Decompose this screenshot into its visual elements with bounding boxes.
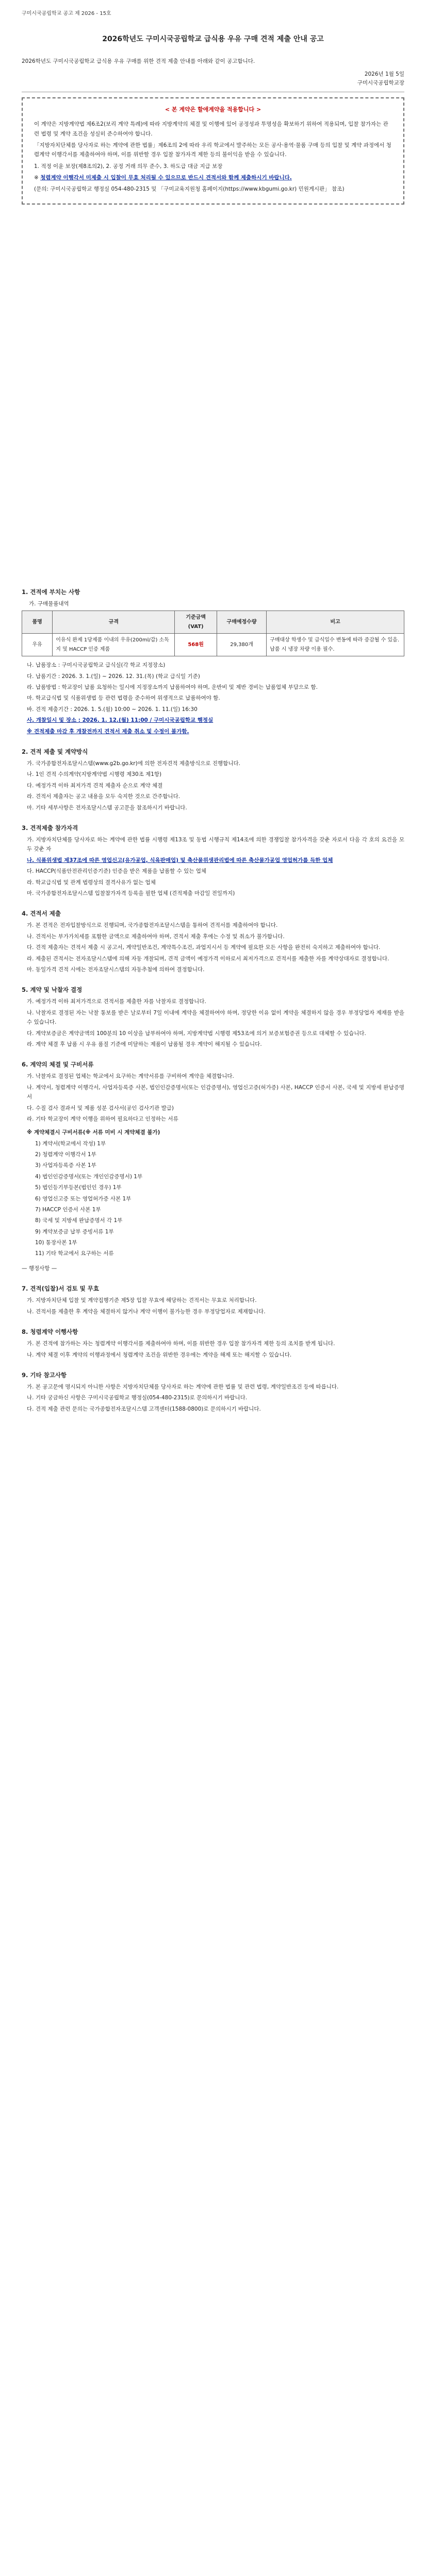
opening-date: ※ 견적제출 마감 후 개찰전까지 견적서 제출 취소 및 수정이 불가함. (27, 728, 189, 735)
notice-paragraph: 이 계약은 지방계약법 제6조2(보리 계약 특례)에 따라 지방계약의 체결 및 이행에 있어 공정성과 투명성을 확보하기 위하여 적용되며, 입찰 참가자는 관련 법령 및 계약 조건을 성실히 준수하여야 합니다. (34, 121, 388, 137)
section-item: 가. 낙찰자로 결정된 업체는 학교에서 요구하는 계약서류를 구비하여 계약을 체결합니다. (27, 1073, 234, 1080)
item-quantity: 29,380개 (217, 634, 266, 656)
section-item: 가. 본 공고문에 명시되지 아니한 사항은 지방자치단체를 당사자로 하는 계약에 관한 법률 및 관련 법령, 계약일반조건 등에 따릅니다. (27, 1384, 339, 1391)
section-item: 나. 낙찰자로 결정된 자는 낙찰 통보를 받은 날로부터 7일 이내에 계약을 체결하여야 하며, 정당한 이유 없이 계약을 체결하지 않을 경우 부정당업자 제재를 받을 수 있습니다. (27, 1009, 404, 1026)
required-docs-title: ※ 계약체결시 구비서류(※ 서류 미비 시 계약체결 불가) (27, 1129, 160, 1136)
announcement-date: 2026년 1월 5일 (364, 71, 404, 78)
subsection-title: 가. 구매물품내역 (29, 600, 69, 607)
section-item: 라. 납품방법 : 학교장이 납품 요청하는 일시에 지정장소까지 납품하여야 하며, 운반비 및 제반 경비는 납품업체 부담으로 함. (27, 684, 318, 691)
section-item: 나. 계약 체결 이후 계약의 이행과정에서 청렴계약 조건을 위반한 경우에는 계약을 해제 또는 해지할 수 있습니다. (27, 1351, 292, 1358)
qualification-emphasis: 나. 식품위생법 제37조에 따른 영업신고(유가공업, 식육판매업) 및 축산물위생관리법에 따른 축산물가공업 영업허가를 득한 업체 (27, 857, 333, 863)
section-item: 다. 납품기간 : 2026. 3. 1.(일) ~ 2026. 12. 31.(목) (학교 급식일 기준) (27, 673, 200, 680)
section-item: 나. 1인 견적 수의계약(지방계약법 시행령 제30조 제1항) (27, 771, 162, 778)
section-title-2: 2. 견적 제출 및 계약방식 (22, 748, 88, 755)
section-item: 가. 예정가격 이하 최저가격으로 견적서를 제출한 자를 낙찰자로 결정합니다. (27, 998, 206, 1005)
section-item: 라. 계약 체결 후 납품 시 우유 품질 기준에 미달하는 제품이 납품될 경우 계약이 해지될 수 있습니다. (27, 1041, 262, 1047)
section-item: 다. 견적 제출 관련 문의는 국가종합전자조달시스템 고객센터(1588-0800)로 문의하시기 바랍니다. (27, 1405, 261, 1412)
section-title-6: 6. 계약의 체결 및 구비서류 (22, 1061, 94, 1069)
section-title-9: 9. 기타 참고사항 (22, 1371, 67, 1379)
section-item: 다. HACCP(식품안전관리인증기준) 인증을 받은 제품을 납품할 수 있는 업체 (27, 868, 206, 875)
section-item: 다. 수질 검사 결과서 및 제품 성분 검사서(공인 검사기관 발급) (27, 1105, 174, 1111)
list-item: 9) 계약보증금 납부 증빙서류 1부 (35, 1228, 114, 1235)
section-item: 라. 견적서 제출자는 공고 내용을 모두 숙지한 것으로 간주합니다. (27, 793, 181, 800)
list-item: 10) 통장사본 1부 (35, 1240, 77, 1246)
table-row (22, 634, 404, 656)
item-note: 구매대상 학생수 및 급식일수 변동에 따라 증감될 수 있음. 납품 시 냉장 차량 이용 필수. (267, 634, 404, 656)
section-item: 바. 견적 제출기간 : 2026. 1. 5.(월) 10:00 ~ 2026. 1. 11.(일) 16:30 (27, 706, 198, 713)
list-item: 5) 법인등기부등본(법인인 경우) 1부 (35, 1184, 122, 1191)
list-item: 4) 법인인감증명서(또는 개인인감증명서) 1부 (35, 1173, 143, 1180)
page-title: 2026학년도 구미시국공립학교 급식용 우유 구매 견적 제출 안내 공고 (102, 35, 324, 43)
item-price: 568원 (175, 634, 217, 656)
section-title-5: 5. 계약 및 낙찰자 결정 (22, 986, 83, 994)
section-title-3: 3. 견적제출 참가자격 (22, 824, 78, 832)
section-item: 가. 국가종합전자조달시스템(www.g2b.go.kr)에 의한 전자견적 제출방식으로 진행합니다. (27, 760, 240, 767)
section-item: 라. 학교급식법 및 관계 법령상의 결격사유가 없는 업체 (27, 879, 156, 886)
section-item: 가. 지방자치단체 입찰 및 계약집행기준 제5장 입찰 무효에 해당하는 견적서는 무효로 처리합니다. (27, 1297, 257, 1304)
section-item: 나. 납품장소 : 구미시국공립학교 급식실(각 학교 지정장소) (27, 662, 166, 669)
section-item: 마. 기타 세부사항은 전자조달시스템 공고문을 참조하시기 바랍니다. (27, 804, 187, 811)
list-item: 2) 청렴계약 이행각서 1부 (35, 1151, 96, 1158)
list-item: 1) 계약서(학교에서 작성) 1부 (35, 1140, 106, 1147)
section-item: 마. 국가종합전자조달시스템 입찰참가자격 등록을 필한 업체 (견적제출 마감일 전일까지) (27, 890, 235, 896)
column-header: 비고 (267, 611, 404, 634)
column-header: 구매예정수량 (217, 611, 266, 634)
notice-contact: (문의: 구미시국공립학교 행정실 054-480-2315 및 「구미교육지원청 홈페이지(https://www.kbgumi.go.kr) 민원게시판」 참조) (34, 186, 345, 193)
section-item: 다. 견적 제출자는 견적서 제출 시 공고서, 계약일반조건, 계약특수조건, 과업지시서 등 계약에 필요한 모든 사항을 완전히 숙지하고 제출하여야 합니다. (27, 944, 381, 951)
section-item: 라. 기타 학교장이 계약 이행을 위하여 필요하다고 인정하는 서류 (27, 1115, 178, 1122)
section-item: 가. 본 견적은 전자입찰방식으로 진행되며, 국가종합전자조달시스템을 통하여 견적서를 제출하여야 합니다. (27, 922, 278, 929)
date-signature (22, 70, 404, 88)
section-item: 다. 계약보증금은 계약금액의 100분의 10 이상을 납부하여야 하며, 지방계약법 시행령 제53조에 의거 보증보험증권 등으로 대체할 수 있습니다. (27, 1030, 366, 1037)
notice-title: < 본 계약은 할애계약을 적용합니다 > (165, 106, 261, 113)
section-end-marker: — 행정사항 — (22, 1265, 57, 1272)
item-spec: 이유식 완제 1당제품 이내의 우유(200ml/갑) 소독지 및 HACCP 인증 제품 (53, 634, 175, 656)
section-item: 마. 학교급식법 및 식품위생법 등 관련 법령을 준수하여 위생적으로 납품하여야 함. (27, 695, 220, 702)
section-item: 라. 제출된 견적서는 전자조달시스템에 의해 자동 개찰되며, 견적 금액이 예정가격 이하로서 최저가격으로 견적서를 제출한 자를 계약상대자로 결정합니다. (27, 955, 389, 962)
submission-period: 사. 개찰일시 및 장소 : 2026. 1. 12.(월) 11:00 / 구미시국공립학교 행정실 (27, 717, 214, 724)
section-title-4: 4. 견적서 제출 (22, 910, 61, 918)
section-item: 다. 예정가격 이하 최저가격 견적 제출자 순으로 계약 체결 (27, 782, 163, 789)
intro-text: 2026학년도 구미시국공립학교 급식용 우유 구매를 위한 견적 제출 안내를 아래와 같이 공고합니다. (22, 58, 255, 64)
list-item: 11) 기타 학교에서 요구하는 서류 (35, 1250, 114, 1257)
item-name: 우유 (22, 634, 53, 656)
integrity-notice-box (22, 97, 404, 205)
section-title-7: 7. 견적(입찰)서 검토 및 무효 (22, 1285, 99, 1293)
section-item: 가. 본 견적에 참가하는 자는 청렴계약 이행각서를 제출하여야 하며, 이를 위반한 경우 입찰 참가자격 제한 등의 조치를 받게 됩니다. (27, 1341, 335, 1347)
section-item: 나. 계약서, 청렴계약 이행각서, 사업자등록증 사본, 법인인감증명서(또는 인감증명서), 영업신고증(허가증) 사본, HACCP 인증서 사본, 국세 및 지방세 완납증명서 (27, 1084, 404, 1100)
table-header-row (22, 611, 404, 634)
list-item: 3) 사업자등록증 사본 1부 (35, 1162, 96, 1169)
list-item: 6) 영업신고증 또는 영업허가증 사본 1부 (35, 1195, 132, 1202)
section-item: 마. 동일가격 견적 시에는 전자조달시스템의 자동추첨에 의하여 결정합니다. (27, 966, 205, 973)
section-item: 나. 견적서는 부가가치세를 포함한 금액으로 제출하여야 하며, 견적서 제출 후에는 수정 및 취소가 불가합니다. (27, 933, 285, 940)
issuing-organization: 구미시국공립학교장 (357, 80, 404, 87)
blank-area (22, 216, 404, 577)
section-item: 가. 지방자치단체를 당사자로 하는 계약에 관한 법률 시행령 제13조 및 동법 시행규칙 제14조에 의한 경쟁입찰 참가자격을 갖춘 자로서 다음 각 호의 요건을 모두 갖춘 자 (27, 837, 404, 853)
notice-paragraph: 「지방자치단체를 당사자로 하는 계약에 관한 법률」제6조의 2에 따라 우리 학교에서 발주하는 모든 공사·용역·물품 구매 등의 입찰 및 계약 과정에서 청렴계약 이행각서를 제출하여야 하며, 이를 위반할 경우 입찰 참가자격 제한 등의 불이익을 받을 수 있습니다. (34, 142, 391, 158)
column-header: 기준금액 (VAT) (175, 611, 217, 634)
column-header: 품명 (22, 611, 53, 634)
purchase-items-table (22, 611, 404, 656)
section-title-1: 1. 견적에 부치는 사항 (22, 588, 80, 596)
section-item: 나. 기타 궁금하신 사항은 구미시국공립학교 행정실(054-480-2315)로 문의하시기 바랍니다. (27, 1395, 248, 1401)
notice-paragraph: 1. 적정 이윤 보장(제8조의2), 2. 공정 거래 의무 준수, 3. 하도급 대금 지급 보장 (34, 163, 223, 170)
section-item: 나. 견적서를 제출한 후 계약을 체결하지 않거나 계약 이행이 불가능한 경우 부정당업자로 제재합니다. (27, 1308, 266, 1315)
announcement-number: 구미시국공립학교 공고 제 2026 - 15호 (22, 11, 111, 16)
list-item: 7) HACCP 인증서 사본 1부 (35, 1206, 101, 1213)
section-title-8: 8. 청렴계약 이행사항 (22, 1328, 78, 1336)
notice-emphasis: ※ 청렴계약 이행각서 미제출 시 입찰이 무효 처리될 수 있으므로 반드시 견적서와 함께 제출하시기 바랍니다. (34, 175, 292, 181)
column-header: 규격 (53, 611, 175, 634)
list-item: 8) 국세 및 지방세 완납증명서 각 1부 (35, 1217, 123, 1224)
